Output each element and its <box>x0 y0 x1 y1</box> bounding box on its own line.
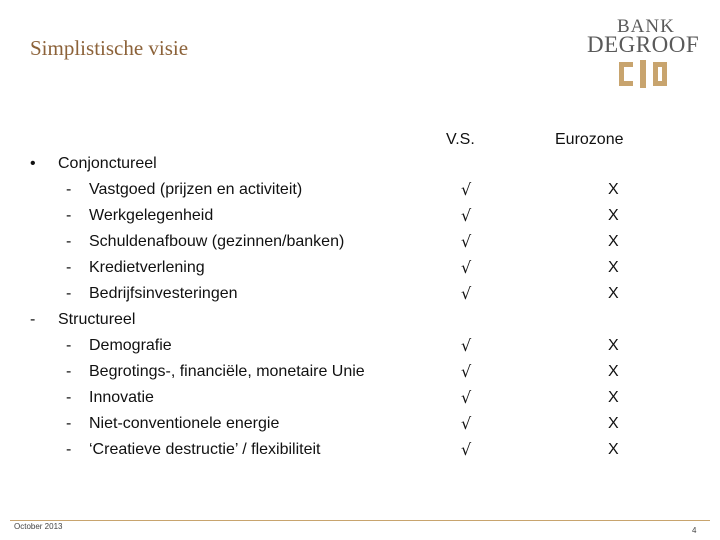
eurozone-x: X <box>608 337 619 354</box>
list-item <box>0 281 720 307</box>
vs-check: √ <box>461 258 472 277</box>
footer-date: October 2013 <box>14 522 63 531</box>
eurozone-x: X <box>608 259 619 276</box>
column-header-eurozone: Eurozone <box>555 131 624 148</box>
list-item <box>0 333 720 359</box>
eurozone-x: X <box>608 207 619 224</box>
item-label: Demografie <box>89 337 172 354</box>
vs-check: √ <box>461 336 472 355</box>
vs-check: √ <box>461 180 472 199</box>
eurozone-x: X <box>608 233 619 250</box>
section-label: Structureel <box>58 311 136 328</box>
column-header-vs: V.S. <box>446 131 475 148</box>
dash: - <box>66 207 72 224</box>
page-number: 4 <box>692 526 697 535</box>
vs-check: √ <box>461 440 472 459</box>
vs-check: √ <box>461 206 472 225</box>
item-label: Schuldenafbouw (gezinnen/banken) <box>89 233 345 250</box>
item-label: Niet-conventionele energie <box>89 415 280 432</box>
vs-check: √ <box>461 284 472 303</box>
logo-text-bank: BANK <box>617 16 675 37</box>
dash: - <box>66 363 72 380</box>
list-item <box>0 385 720 411</box>
dash: - <box>66 285 72 302</box>
vs-check: √ <box>461 388 472 407</box>
footer-divider <box>10 520 710 521</box>
logo-mark-icon <box>619 60 667 88</box>
item-label: Innovatie <box>89 389 154 406</box>
eurozone-x: X <box>608 441 619 458</box>
dash: - <box>66 337 72 354</box>
bullet: - <box>30 311 36 328</box>
list-item <box>0 255 720 281</box>
dash: - <box>66 259 72 276</box>
eurozone-x: X <box>608 181 619 198</box>
item-label: Kredietverlening <box>89 259 205 276</box>
dash: - <box>66 441 72 458</box>
item-label: Bedrijfsinvesteringen <box>89 285 238 302</box>
section-header-conjonctureel <box>0 151 720 177</box>
list-item <box>0 229 720 255</box>
slide-title: Simplistische visie <box>30 36 189 60</box>
section-label: Conjonctureel <box>58 155 157 172</box>
item-label: Werkgelegenheid <box>89 207 214 224</box>
list-item <box>0 359 720 385</box>
list-item <box>0 411 720 437</box>
dash: - <box>66 415 72 432</box>
vs-check: √ <box>461 414 472 433</box>
list-item <box>0 437 720 463</box>
section-header-structureel <box>0 307 720 333</box>
eurozone-x: X <box>608 389 619 406</box>
item-label: Vastgoed (prijzen en activiteit) <box>89 181 303 198</box>
item-label: ‘Creatieve destructie’ / flexibiliteit <box>89 441 321 458</box>
eurozone-x: X <box>608 415 619 432</box>
vs-check: √ <box>461 362 472 381</box>
dash: - <box>66 233 72 250</box>
list-item <box>0 177 720 203</box>
dash: - <box>66 181 72 198</box>
dash: - <box>66 389 72 406</box>
vs-check: √ <box>461 232 472 251</box>
eurozone-x: X <box>608 285 619 302</box>
bullet: • <box>30 155 36 172</box>
logo-text-degroof: DEGROOF <box>587 32 700 57</box>
eurozone-x: X <box>608 363 619 380</box>
item-label: Begrotings-, financiële, monetaire Unie <box>89 363 365 380</box>
list-item <box>0 203 720 229</box>
